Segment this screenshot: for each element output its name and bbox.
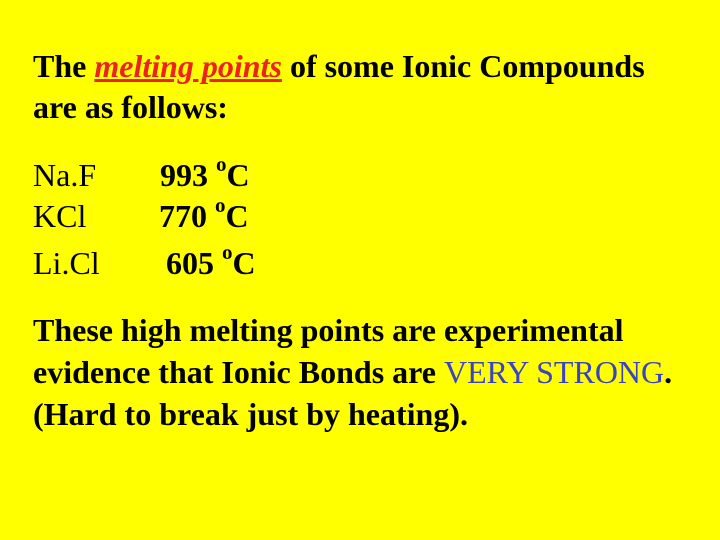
- intro-text: [33, 46, 693, 128]
- melting-point-number: 993: [160, 157, 216, 193]
- temperature-unit: C: [226, 157, 250, 193]
- melting-point-value: [166, 240, 256, 283]
- melting-point-number: 605: [166, 245, 222, 281]
- melting-point-value: [159, 193, 249, 236]
- melting-point-value: [160, 152, 250, 195]
- compound-name: Li.Cl: [33, 245, 100, 281]
- melting-point-number: 770: [159, 198, 215, 234]
- intro-suffix: of some Ionic Compounds are as follows:: [33, 48, 645, 125]
- degree-symbol: o: [216, 152, 227, 177]
- compound-name: Na.F: [33, 157, 97, 193]
- intro-prefix: The: [33, 48, 95, 84]
- conclusion-prefix: These high melting points are experimental evidence that Ionic Bonds are: [33, 312, 624, 390]
- conclusion-suffix: . (Hard to break just by heating).: [33, 354, 673, 432]
- compound-name: KCl: [33, 198, 87, 234]
- temperature-unit: C: [232, 245, 256, 281]
- temperature-unit: C: [225, 198, 249, 234]
- degree-symbol: o: [222, 240, 233, 265]
- very-strong-emphasis: VERY STRONG: [443, 354, 665, 390]
- degree-symbol: o: [215, 193, 226, 218]
- conclusion-text: [33, 309, 693, 435]
- melting-points-emphasis: melting points: [94, 48, 282, 84]
